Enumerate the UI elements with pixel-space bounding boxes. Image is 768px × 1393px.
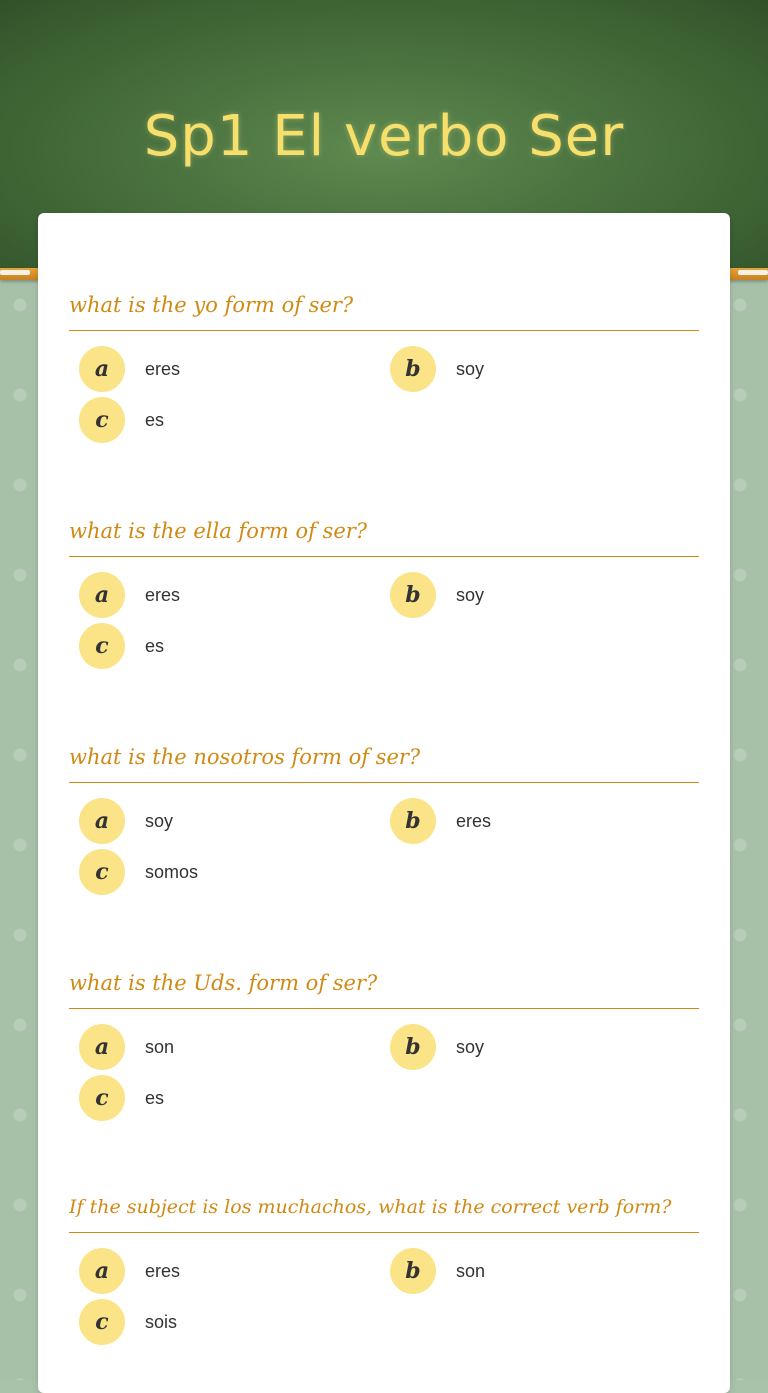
option-letter-bubble: b xyxy=(390,1024,436,1070)
question-divider xyxy=(69,1008,699,1009)
question-divider xyxy=(69,782,699,783)
option-letter-bubble: b xyxy=(390,798,436,844)
worksheet-card xyxy=(38,213,730,1393)
question-prompt: what is the Uds. form of ser? xyxy=(69,971,378,995)
question-3 xyxy=(69,740,699,783)
option-text: eres xyxy=(145,1260,181,1281)
option-letter-bubble: a xyxy=(79,572,125,618)
question-prompt: If the subject is los muchachos, what is the correct verb form? xyxy=(69,1196,672,1218)
option-letter-bubble: b xyxy=(390,572,436,618)
option-text: es xyxy=(145,1087,165,1108)
option-letter-bubble: a xyxy=(79,1024,125,1070)
option-text: soy xyxy=(456,584,485,605)
option-a[interactable] xyxy=(79,572,180,618)
option-letter-bubble: c xyxy=(79,1075,125,1121)
chalk-piece-left xyxy=(0,270,30,275)
option-text: somos xyxy=(145,861,199,882)
option-c[interactable] xyxy=(79,1075,164,1121)
option-letter-bubble: a xyxy=(79,1248,125,1294)
option-a[interactable] xyxy=(79,1024,174,1070)
option-a[interactable] xyxy=(79,798,173,844)
option-b[interactable] xyxy=(390,1024,484,1070)
option-letter-bubble: c xyxy=(79,1299,125,1345)
option-letter-bubble: a xyxy=(79,346,125,392)
option-letter-bubble: c xyxy=(79,397,125,443)
option-text: sois xyxy=(145,1311,178,1332)
option-b[interactable] xyxy=(390,346,484,392)
option-text: es xyxy=(145,635,165,656)
question-4 xyxy=(69,966,699,1009)
option-letter-bubble: c xyxy=(79,849,125,895)
question-prompt: what is the yo form of ser? xyxy=(69,293,354,317)
question-1 xyxy=(69,288,699,331)
option-a[interactable] xyxy=(79,346,180,392)
option-b[interactable] xyxy=(390,1248,485,1294)
question-5 xyxy=(69,1190,699,1233)
page-title: Sp1 El verbo Ser xyxy=(143,104,625,169)
option-text: soy xyxy=(145,810,174,831)
option-text: eres xyxy=(145,358,181,379)
question-2 xyxy=(69,514,699,557)
option-text: eres xyxy=(456,810,492,831)
option-text: soy xyxy=(456,358,485,379)
option-letter-bubble: c xyxy=(79,623,125,669)
question-divider xyxy=(69,1232,699,1233)
option-text: son xyxy=(145,1036,175,1057)
option-text: soy xyxy=(456,1036,485,1057)
option-c[interactable] xyxy=(79,623,164,669)
question-divider xyxy=(69,330,699,331)
option-c[interactable] xyxy=(79,1299,177,1345)
option-letter-bubble: b xyxy=(390,1248,436,1294)
question-prompt: what is the nosotros form of ser? xyxy=(69,745,421,769)
chalk-piece-right xyxy=(738,270,768,275)
option-text: son xyxy=(456,1260,486,1281)
option-text: es xyxy=(145,409,165,430)
option-letter-bubble: a xyxy=(79,798,125,844)
question-divider xyxy=(69,556,699,557)
question-prompt: what is the ella form of ser? xyxy=(69,519,368,543)
option-c[interactable] xyxy=(79,397,164,443)
option-text: eres xyxy=(145,584,181,605)
option-a[interactable] xyxy=(79,1248,180,1294)
option-b[interactable] xyxy=(390,572,484,618)
option-c[interactable] xyxy=(79,849,198,895)
option-letter-bubble: b xyxy=(390,346,436,392)
option-b[interactable] xyxy=(390,798,491,844)
